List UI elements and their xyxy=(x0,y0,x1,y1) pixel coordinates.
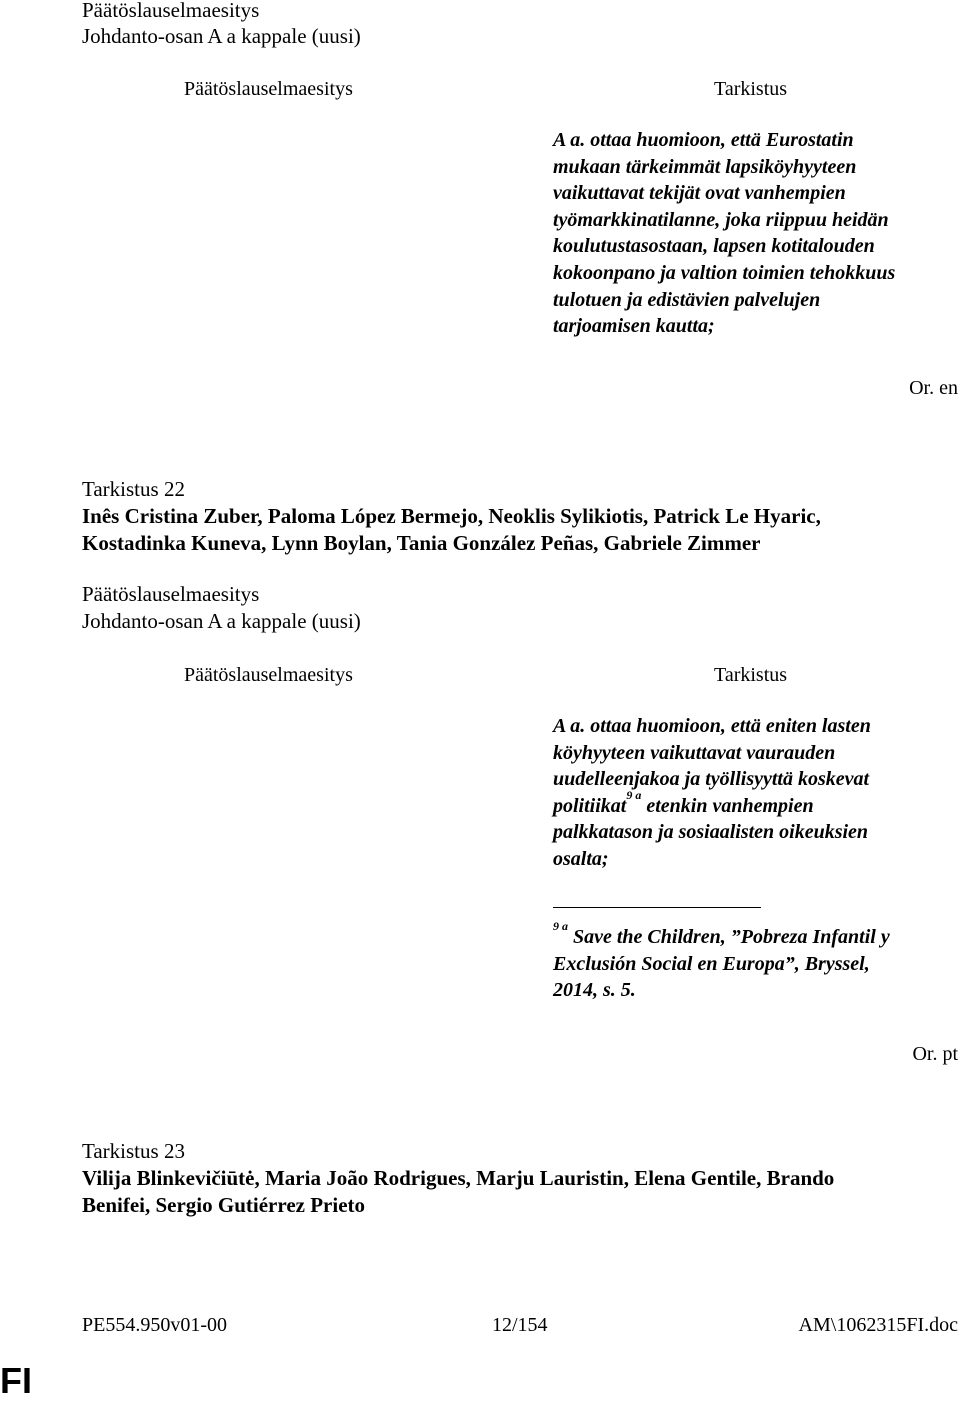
footnote-reference[interactable]: 9 a xyxy=(626,787,642,802)
amendment-text: A a. ottaa huomioon, että Eurostatin mukaan tärkeimmät lapsiköyhyyteen vaikuttavat tekijät ovat vanhempien työmarkkinatilanne, joka riippuu heidän koulutustasostaan, lapsen kotitalouden kokoonpano ja valtion toimien tehokkuus tulotuen ja edistävien palvelujen tarjoamisen kautta; xyxy=(553,129,896,338)
resolution-subheading: Johdanto-osan A a kappale (uusi) xyxy=(82,609,361,633)
amendment-title: Tarkistus 23 xyxy=(82,1139,185,1163)
resolution-heading: Päätöslauselmaesitys xyxy=(82,582,260,606)
column-header-left: Päätöslauselmaesitys xyxy=(184,664,353,686)
footnote-separator xyxy=(553,907,761,908)
amendment-text: A a. ottaa huomioon, että eniten lasten köyhyyteen vaikuttavat vaurauden uudelleenjakoa ja työllisyyttä koskevat politiikat$^{9 a}$ etenkin vanhempien palkkatason ja sosiaalisten oikeuksien osalta; xyxy=(553,715,871,870)
resolution-heading: Päätöslauselmaesitys xyxy=(82,0,260,22)
language-code: FI xyxy=(0,1360,32,1401)
footer-reference-left: PE554.950v01-00 xyxy=(82,1314,227,1336)
amendment-authors: Inês Cristina Zuber, Paloma López Bermejo, Neoklis Sylikiotis, Patrick Le Hyaric, xyxy=(82,504,821,528)
page-number: 12/154 xyxy=(492,1314,548,1336)
column-header-left: Päätöslauselmaesitys xyxy=(184,78,353,100)
amendment-authors: Vilija Blinkevičiūtė, Maria João Rodrigues, Marju Lauristin, Elena Gentile, Brando xyxy=(82,1166,835,1190)
original-language: Or. pt xyxy=(912,1043,958,1065)
footnote-mark: 9 a xyxy=(553,919,568,933)
resolution-subheading: Johdanto-osan A a kappale (uusi) xyxy=(82,24,361,48)
amendment-title: Tarkistus 22 xyxy=(82,477,185,501)
amendment-authors: Kostadinka Kuneva, Lynn Boylan, Tania González Peñas, Gabriele Zimmer xyxy=(82,531,761,555)
original-language: Or. en xyxy=(909,377,958,399)
column-header-right: Tarkistus xyxy=(714,664,788,686)
amendment-authors: Benifei, Sergio Gutiérrez Prieto xyxy=(82,1193,366,1217)
footnote: $^{9 a}$ Save the Children, ”Pobreza Infantil y Exclusión Social en Europa”, Bryssel, 2014, s. 5. xyxy=(553,919,890,1002)
column-header-right: Tarkistus xyxy=(714,78,788,100)
footer-reference-right: AM\1062315FI.doc xyxy=(798,1314,958,1336)
